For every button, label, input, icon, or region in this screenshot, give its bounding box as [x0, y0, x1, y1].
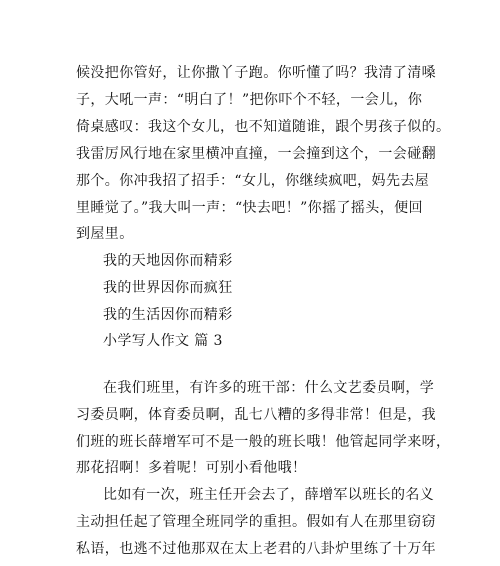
verse-line: 我的世界因你而疯狂: [103, 280, 233, 296]
text-line: 在我们班里，有许多的班干部：什么文艺委员啊，学: [103, 380, 435, 396]
text-line: 到屋里。: [76, 226, 134, 242]
text-line: 我雷厉风行地在家里横冲直撞，一会撞到这个，一会碰翻: [76, 146, 436, 162]
text-line: 主动担任起了管理全班同学的重担。假如有人在那里窃窃: [76, 514, 436, 530]
text-line: 习委员啊，体育委员啊，乱七八糟的多得非常！但是，我: [76, 407, 436, 423]
text-line: 候没把你管好，让你撒丫子跑。你听懂了吗？我清了清嗓: [76, 65, 436, 81]
text-line: 私语，也逃不过他那双在太上老君的八卦炉里练了十万年: [76, 541, 436, 557]
text-line: 倚桌感叹：我这个女儿，也不知道随谁，跟个男孩子似的。: [76, 119, 451, 135]
text-line: 里睡觉了。”我大叫一声：“快去吧！”你摇了摇头，便回: [76, 200, 423, 216]
text-line: 那个。你冲我招了招手：“女儿，你继续疯吧，妈先去屋: [76, 173, 430, 189]
verse-line: 我的天地因你而精彩: [103, 253, 233, 269]
text-line: 们班的班长薛增军可不是一般的班长哦！他管起同学来呀，: [76, 434, 451, 450]
text-line: 那花招啊！多着呢！可别小看他哦！: [76, 460, 307, 476]
section-heading: 小学写人作文 篇 3: [103, 333, 223, 349]
text-line: 子，大吼一声：“明白了！”把你吓个不轻，一会儿，你: [76, 92, 423, 108]
verse-line: 我的生活因你而精彩: [103, 307, 233, 323]
text-line: 比如有一次，班主任开会去了，薛增军以班长的名义: [103, 487, 435, 503]
